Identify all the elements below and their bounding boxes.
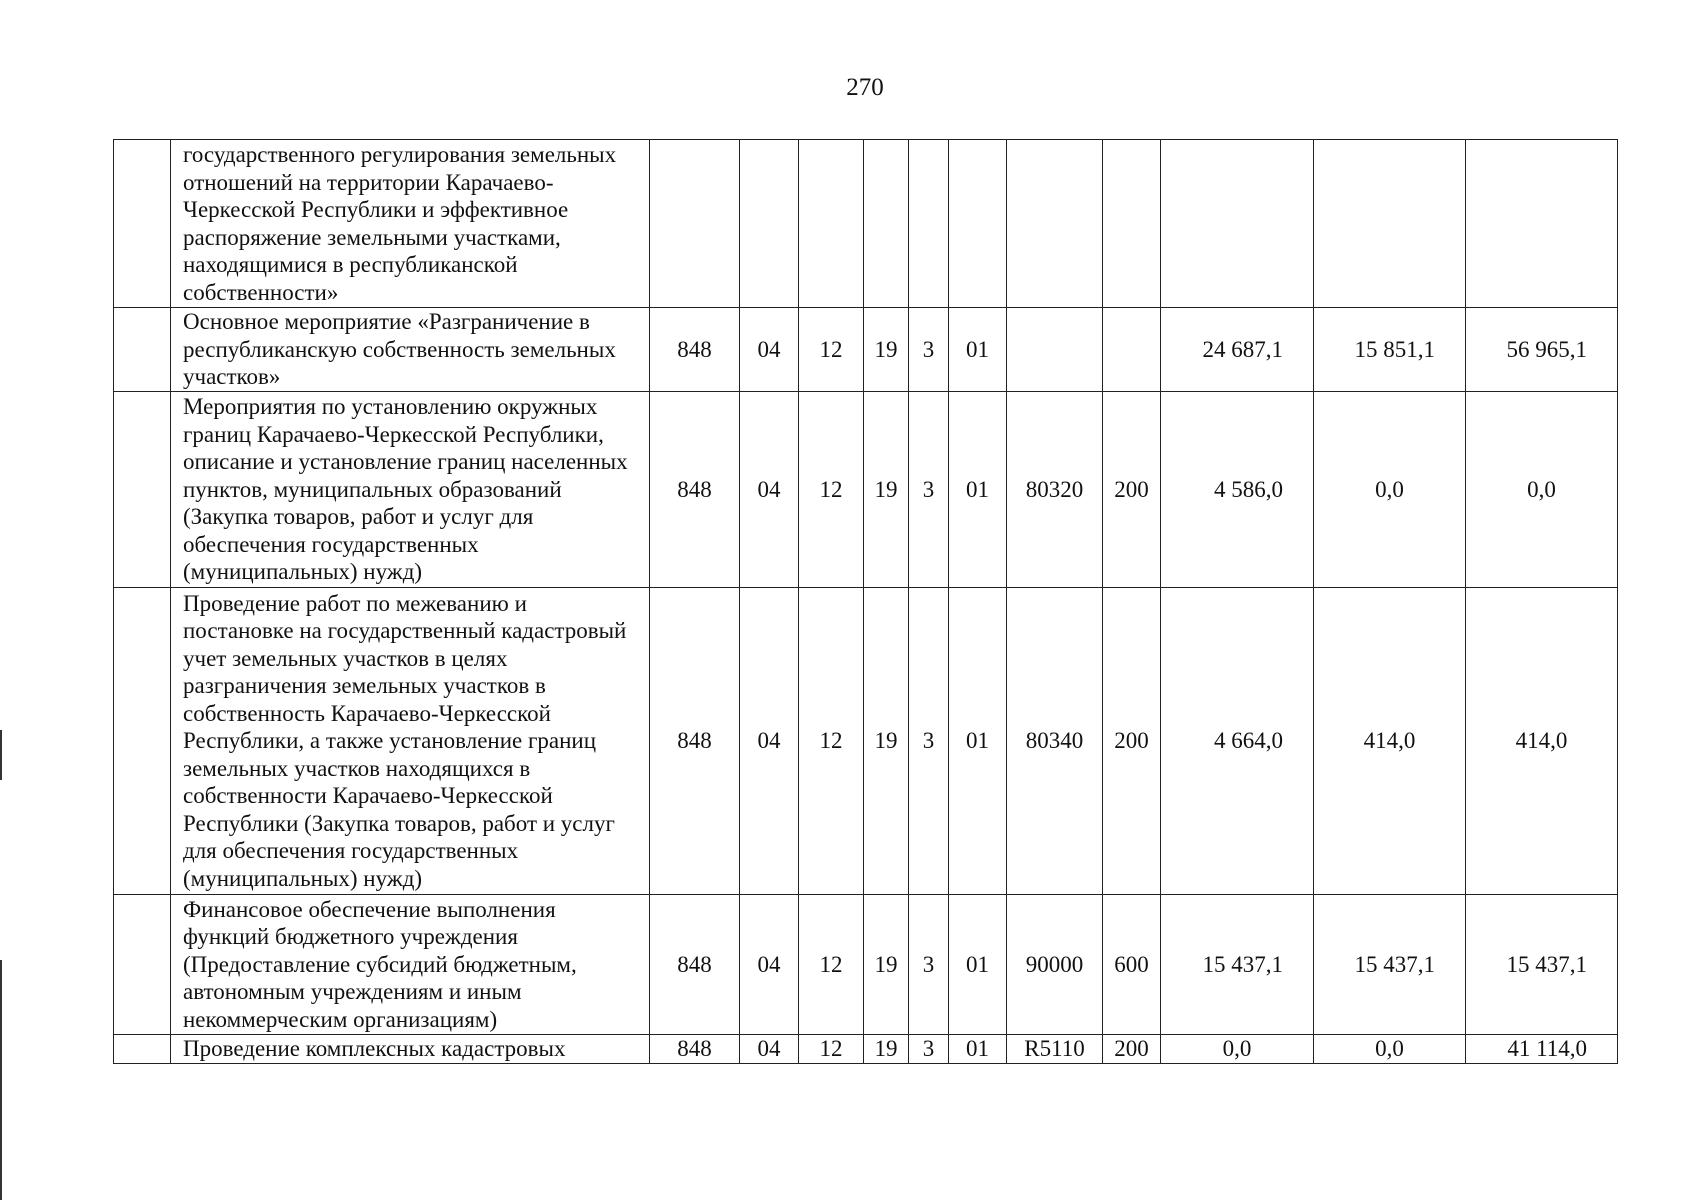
sum-1-cell: 4 586,0 — [1161, 392, 1314, 588]
budget-table — [113, 139, 1618, 1064]
row-number-cell — [114, 308, 171, 392]
sum-2-cell: 0,0 — [1314, 1035, 1466, 1064]
sum-1-cell: 15 437,1 — [1161, 895, 1314, 1035]
subprogram-cell: 3 — [909, 392, 949, 588]
sum-2-cell — [1314, 140, 1466, 308]
table-row — [114, 1035, 1618, 1064]
rz-cell: 04 — [740, 392, 799, 588]
sum-2-cell: 15 437,1 — [1314, 895, 1466, 1035]
sum-1-cell: 4 664,0 — [1161, 588, 1314, 895]
description-cell: Мероприятия по установлению окружных границ Карачаево-Черкесской Республики, описание и установление границ населенных пунктов, муниципальных образований (Закупка товаров, работ и услуг для обеспечения государственных (муниципальных) нужд) — [171, 392, 650, 588]
program-cell: 19 — [864, 392, 909, 588]
program-cell: 19 — [864, 588, 909, 895]
grbs-cell: 848 — [650, 895, 740, 1035]
description-cell: Проведение работ по межеванию и постановке на государственный кадастровый учет земельных участков в целях разграничения земельных участков в собственность Карачаево-Черкесской Республики, а также установление границ земельных участков находящихся в собственности Карачаево-Черкесской Республики (Закупка товаров, работ и услуг для обеспечения государственных (муниципальных) нужд) — [171, 588, 650, 895]
pr-cell: 12 — [799, 392, 864, 588]
main-event-cell: 01 — [949, 895, 1007, 1035]
rz-cell: 04 — [740, 895, 799, 1035]
description-cell: Основное мероприятие «Разграничение в республиканскую собственность земельных участков» — [171, 308, 650, 392]
vr-cell: 200 — [1103, 392, 1161, 588]
subprogram-cell: 3 — [909, 588, 949, 895]
rz-cell: 04 — [740, 1035, 799, 1064]
table-row — [114, 308, 1618, 392]
rz-cell: 04 — [740, 588, 799, 895]
vr-cell — [1103, 308, 1161, 392]
sum-3-cell: 15 437,1 — [1466, 895, 1618, 1035]
program-cell — [864, 140, 909, 308]
program-cell: 19 — [864, 1035, 909, 1064]
vr-cell: 200 — [1103, 588, 1161, 895]
sum-1-cell — [1161, 140, 1314, 308]
row-number-cell — [114, 1035, 171, 1064]
table-row — [114, 140, 1618, 308]
table-row — [114, 588, 1618, 895]
sum-3-cell: 414,0 — [1466, 588, 1618, 895]
direction-cell — [1007, 140, 1103, 308]
row-number-cell — [114, 140, 171, 308]
pr-cell — [799, 140, 864, 308]
vr-cell: 200 — [1103, 1035, 1161, 1064]
subprogram-cell: 3 — [909, 308, 949, 392]
direction-cell — [1007, 308, 1103, 392]
table-row — [114, 895, 1618, 1035]
sum-2-cell: 15 851,1 — [1314, 308, 1466, 392]
sum-2-cell: 414,0 — [1314, 588, 1466, 895]
program-cell: 19 — [864, 895, 909, 1035]
vr-cell — [1103, 140, 1161, 308]
rz-cell — [740, 140, 799, 308]
scan-margin-line — [0, 960, 2, 1200]
description-cell: Финансовое обеспечение выполнения функций бюджетного учреждения (Предоставление субсидий бюджетным, автономным учреждениям и иным некоммерческим организациям) — [171, 895, 650, 1035]
row-number-cell — [114, 895, 171, 1035]
row-number-cell — [114, 588, 171, 895]
subprogram-cell: 3 — [909, 895, 949, 1035]
sum-3-cell: 56 965,1 — [1466, 308, 1618, 392]
description-cell: Проведение комплексных кадастровых — [171, 1035, 650, 1064]
rz-cell: 04 — [740, 308, 799, 392]
main-event-cell: 01 — [949, 308, 1007, 392]
main-event-cell: 01 — [949, 588, 1007, 895]
grbs-cell: 848 — [650, 392, 740, 588]
table-row — [114, 392, 1618, 588]
pr-cell: 12 — [799, 308, 864, 392]
pr-cell: 12 — [799, 1035, 864, 1064]
scan-margin-line — [0, 730, 2, 780]
row-number-cell — [114, 392, 171, 588]
page-number: 270 — [846, 74, 884, 101]
sum-3-cell: 41 114,0 — [1466, 1035, 1618, 1064]
vr-cell: 600 — [1103, 895, 1161, 1035]
subprogram-cell: 3 — [909, 1035, 949, 1064]
sum-1-cell: 24 687,1 — [1161, 308, 1314, 392]
grbs-cell — [650, 140, 740, 308]
direction-cell: 80320 — [1007, 392, 1103, 588]
program-cell: 19 — [864, 308, 909, 392]
grbs-cell: 848 — [650, 308, 740, 392]
grbs-cell: 848 — [650, 1035, 740, 1064]
direction-cell: 90000 — [1007, 895, 1103, 1035]
direction-cell: R5110 — [1007, 1035, 1103, 1064]
main-event-cell — [949, 140, 1007, 308]
main-event-cell: 01 — [949, 392, 1007, 588]
pr-cell: 12 — [799, 895, 864, 1035]
pr-cell: 12 — [799, 588, 864, 895]
description-cell: государственного регулирования земельных отношений на территории Карачаево-Черкесской Республики и эффективное распоряжение земельными участками, находящимися в республиканской собственности» — [171, 140, 650, 308]
sum-3-cell — [1466, 140, 1618, 308]
grbs-cell: 848 — [650, 588, 740, 895]
sum-1-cell: 0,0 — [1161, 1035, 1314, 1064]
main-event-cell: 01 — [949, 1035, 1007, 1064]
direction-cell: 80340 — [1007, 588, 1103, 895]
subprogram-cell — [909, 140, 949, 308]
sum-3-cell: 0,0 — [1466, 392, 1618, 588]
sum-2-cell: 0,0 — [1314, 392, 1466, 588]
